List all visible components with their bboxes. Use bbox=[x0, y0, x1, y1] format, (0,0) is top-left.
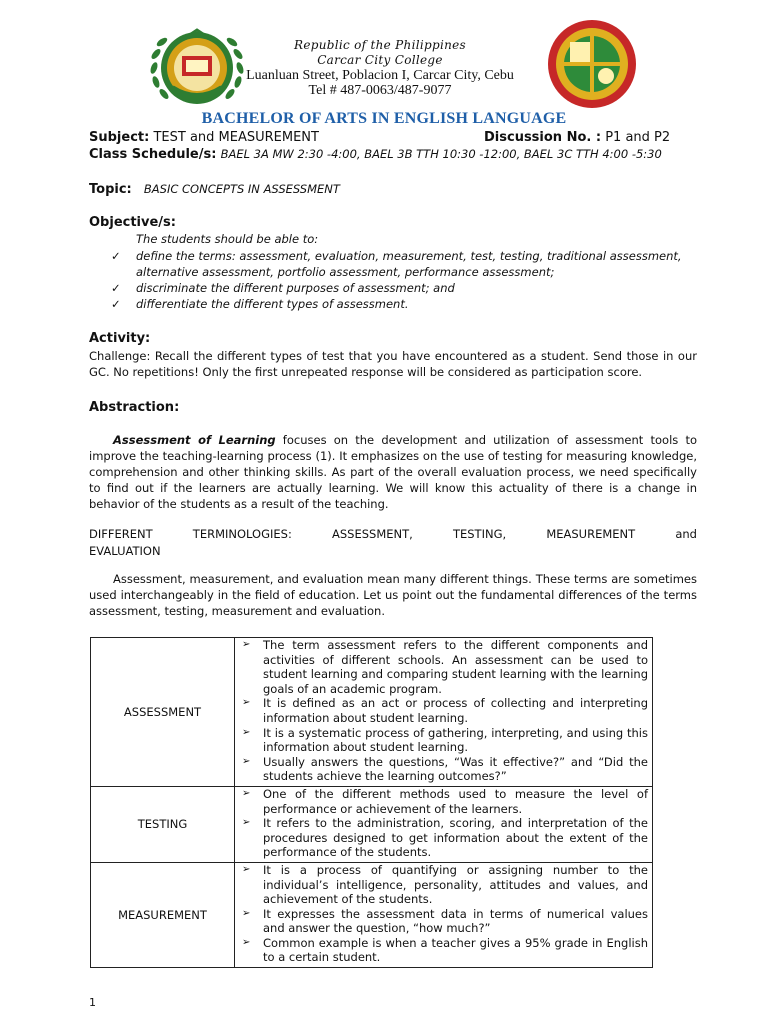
definition-bullet: ➢ It is a systematic process of gathering, interpreting, and using this information about student learning. bbox=[242, 725, 648, 755]
abstraction-text: focuses on the development and utilization of assessment tools to improve the teaching-learning process (1). It emphasizes on the use of testing for measuring knowledge, comprehension and other thinking skills. As part of the overall evaluation process, we need specifically to find out if the learners are actually learning. We will know this actuality of there is a change in behavior of the students as a result of the teaching. bbox=[89, 433, 697, 511]
definition-cell bbox=[235, 638, 653, 787]
activity-heading: Activity: bbox=[89, 331, 151, 346]
arrow-bullet-icon: ➢ bbox=[242, 817, 251, 829]
college-name: Carcar City College bbox=[317, 53, 443, 67]
city-seal-logo bbox=[546, 14, 638, 114]
terms-table bbox=[90, 637, 653, 968]
terms-word: TERMINOLOGIES: bbox=[192, 527, 292, 541]
discussion-label: Discussion No. : bbox=[484, 130, 602, 145]
objective-text: discriminate the different purposes of assessment; and bbox=[136, 281, 455, 295]
terms-word: ASSESSMENT, bbox=[332, 527, 413, 541]
arrow-bullet-icon: ➢ bbox=[242, 697, 251, 709]
definition-bullet: ➢ The term assessment refers to the different components and activities of different schools. An assessment can be used to student learning and comparing student learning with the learning goals of an academic program. bbox=[242, 638, 648, 696]
college-address: Luanluan Street, Poblacion I, Carcar City, Cebu bbox=[246, 68, 514, 83]
table-row bbox=[91, 638, 653, 787]
definition-bullet: ➢ It is a process of quantifying or assigning number to the individual’s intelligence, personality, attitudes and values, and achievement of the students. bbox=[242, 862, 648, 907]
arrow-bullet-icon: ➢ bbox=[242, 863, 251, 875]
terminologies-heading bbox=[89, 526, 697, 560]
terms-intro-paragraph: Assessment, measurement, and evaluation mean many different things. These terms are sometimes used interchangeably in the field of education. Let us point out the fundamental differences of the terms assessment, testing, measurement and evaluation. bbox=[89, 572, 697, 618]
subject-value: TEST and MEASUREMENT bbox=[153, 130, 319, 145]
check-icon: ✓ bbox=[111, 297, 121, 311]
term-cell: TESTING bbox=[91, 786, 235, 862]
definition-bullet: ➢ It refers to the administration, scoring, and interpretation of the procedures designed to get information about the extent of the performance of the students. bbox=[242, 816, 648, 860]
schedule-line bbox=[89, 146, 662, 163]
letterhead bbox=[230, 38, 530, 98]
arrow-bullet-icon: ➢ bbox=[242, 936, 251, 948]
terms-word: and bbox=[675, 527, 697, 541]
definition-bullet: ➢ Common example is when a teacher gives a 95% grade in English to a certain student. bbox=[242, 935, 648, 965]
check-icon: ✓ bbox=[111, 281, 121, 295]
abstraction-heading: Abstraction: bbox=[89, 400, 180, 415]
terms-word: TESTING, bbox=[452, 527, 507, 541]
term-cell: ASSESSMENT bbox=[91, 638, 235, 787]
subject-label: Subject: bbox=[89, 130, 150, 145]
schedule-label: Class Schedule/s: bbox=[89, 147, 217, 162]
arrow-bullet-icon: ➢ bbox=[242, 639, 251, 650]
term-cell: MEASUREMENT bbox=[91, 862, 235, 967]
definition-bullet: ➢ Usually answers the questions, “Was it effective?” and “Did the students achieve the learning outcomes?” bbox=[242, 754, 648, 784]
table-row bbox=[91, 862, 653, 967]
activity-text: Challenge: Recall the different types of test that you have encountered as a student. Send those in our GC. No repetitions! Only the first unrepeated response will be considered as participation score. bbox=[89, 349, 697, 379]
topic-label: Topic: bbox=[89, 182, 132, 197]
program-title: BACHELOR OF ARTS IN ENGLISH LANGUAGE bbox=[201, 110, 567, 127]
topic-line bbox=[89, 181, 340, 198]
check-icon: ✓ bbox=[111, 249, 121, 263]
objective-text: differentiate the different types of assessment. bbox=[136, 297, 409, 311]
topic-value: BASIC CONCEPTS IN ASSESSMENT bbox=[143, 182, 340, 196]
republic-line: Republic of the Philippines bbox=[294, 38, 466, 52]
objectives-heading: Objective/s: bbox=[89, 215, 176, 230]
terms-word: DIFFERENT bbox=[89, 527, 153, 541]
definition-bullet: ➢ One of the different methods used to measure the level of performance or achievement of the learners. bbox=[242, 786, 648, 816]
arrow-bullet-icon: ➢ bbox=[242, 907, 251, 919]
college-telephone: Tel # 487-0063/487-9077 bbox=[308, 83, 452, 98]
terms-word: EVALUATION bbox=[89, 544, 161, 558]
schedule-value: BAEL 3A MW 2:30 -4:00, BAEL 3B TTH 10:30 -12:00, BAEL 3C TTH 4:00 -5:30 bbox=[220, 147, 662, 161]
definition-cell bbox=[235, 786, 653, 862]
assessment-of-learning-term: Assessment of Learning bbox=[113, 433, 276, 447]
table-row bbox=[91, 786, 653, 862]
objective-text: define the terms: assessment, evaluation, measurement, test, testing, traditional assessment, alternative assessment, portfolio assessment, performance assessment; bbox=[136, 249, 682, 279]
terms-word: MEASUREMENT bbox=[546, 527, 636, 541]
definition-cell bbox=[235, 862, 653, 967]
objectives-intro: The students should be able to: bbox=[136, 232, 319, 246]
discussion-value: P1 and P2 bbox=[605, 130, 671, 145]
discussion-line bbox=[484, 130, 670, 146]
definition-bullet: ➢ It expresses the assessment data in terms of numerical values and answer the question, “how much?” bbox=[242, 906, 648, 936]
abstraction-paragraph bbox=[89, 432, 697, 512]
arrow-bullet-icon: ➢ bbox=[242, 787, 251, 799]
arrow-bullet-icon: ➢ bbox=[242, 755, 251, 767]
subject-line bbox=[89, 130, 319, 146]
arrow-bullet-icon: ➢ bbox=[242, 726, 251, 738]
page-number: 1 bbox=[89, 996, 96, 1009]
definition-bullet: ➢ It is defined as an act or process of collecting and interpreting information about student learning. bbox=[242, 696, 648, 725]
